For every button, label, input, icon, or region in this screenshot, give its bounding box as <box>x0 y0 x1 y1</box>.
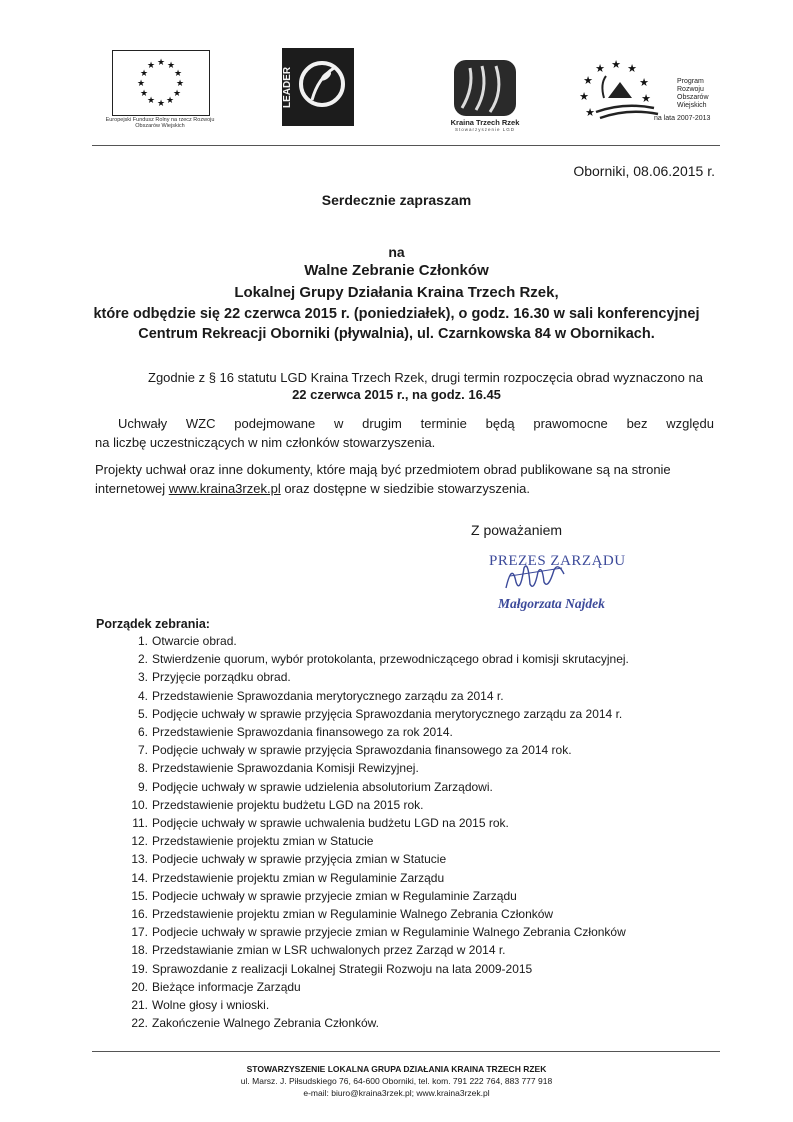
agenda-item-text: Przedstawienie Sprawozdania Komisji Rewizyjnej. <box>152 761 419 776</box>
svg-text:★: ★ <box>139 69 149 79</box>
svg-text:★: ★ <box>146 96 156 106</box>
svg-text:★: ★ <box>641 92 651 105</box>
agenda-item-text: Sprawozdanie z realizacji Lokalnej Strategii Rozwoju na lata 2009-2015 <box>152 961 533 976</box>
svg-text:★: ★ <box>156 99 166 109</box>
agenda-item-number: 3. <box>137 670 148 685</box>
svg-text:★: ★ <box>579 90 589 103</box>
svg-text:★: ★ <box>173 69 183 79</box>
agenda-item-text: Podjęcie uchwały w sprawie przyjęcia Sprawozdania merytorycznego zarządu za 2014 r. <box>152 706 623 721</box>
agenda-item-text: Zakończenie Walnego Zebrania Członków. <box>152 1016 380 1031</box>
agenda-item-text: Podjęcie uchwały w sprawie udzielenia absolutorium Zarządowi. <box>152 779 493 794</box>
krz-logo-title: Kraina Trzech Rzek <box>450 118 520 127</box>
svg-text:★: ★ <box>156 58 166 68</box>
agenda-item-text: Podjęcie uchwały w sprawie uchwalenia budżetu LGD na 2015 rok. <box>152 816 509 830</box>
svg-text:★: ★ <box>583 74 593 87</box>
letter-date: Oborniki, 08.06.2015 r. <box>573 163 715 179</box>
organization-name: Lokalnej Grupy Działania Kraina Trzech Rzek, <box>234 284 559 301</box>
agenda-item-text: Wolne głosy i wnioski. <box>152 998 270 1012</box>
agenda-item-number: 21. <box>131 998 148 1012</box>
agenda-item-text: Przedstawienie projektu zmian w Regulaminie Zarządu <box>152 870 445 885</box>
closing-salutation: Z poważaniem <box>471 522 563 538</box>
agenda-item-number: 22. <box>131 1016 148 1031</box>
eu-caption: Europejski Fundusz Rolny na rzecz Rozwoju Obszarów Wiejskich <box>105 117 215 129</box>
agenda-item-number: 11. <box>132 816 148 830</box>
svg-text:★: ★ <box>595 62 605 75</box>
agenda-item-text: Przedstawienie projektu zmian w Regulaminie Walnego Zebrania Członków <box>152 907 554 921</box>
svg-text:★: ★ <box>166 61 176 71</box>
prow-logo-text: Program Rozwoju Obszarów Wiejskich <box>677 78 709 109</box>
resolutions-paragraph-line1: Uchwały WZC podejmowane w drugim terminie będą prawomocne bez względu <box>118 416 714 431</box>
agenda-item-text: Przedstawienie projektu zmian w Statucie <box>152 834 374 849</box>
agenda-item-text: Bieżące informacje Zarządu <box>152 979 301 994</box>
footer-address: ul. Marsz. J. Piłsudskiego 76, 64-600 Oborniki, tel. kom. 791 222 764, 883 777 918 <box>240 1076 553 1086</box>
agenda-item-number: 20. <box>131 979 148 994</box>
na-line: na <box>388 244 405 260</box>
kraina-trzech-rzek-logo <box>452 58 518 118</box>
agenda-item-text: Podjecie uchwały w sprawie przyjęcia zmian w Statucie <box>152 852 447 867</box>
agenda-item-text: Podjecie uchwały w sprawie przyjecie zmian w Regulaminie Zarządu <box>152 888 517 903</box>
footer-contact: e-mail: biuro@kraina3rzek.pl; www.kraina3rzek.pl <box>303 1088 490 1098</box>
agenda-item-text: Otwarcie obrad. <box>152 634 237 648</box>
agenda-item-number: 14. <box>131 870 148 885</box>
invitation-line: Serdecznie zapraszam <box>321 192 472 208</box>
signature-stamp-title: PREZES ZARZĄDU <box>489 553 626 569</box>
second-term-text: Zgodnie z § 16 statutu LGD Kraina Trzech Rzek, drugi termin rozpoczęcia obrad wyznaczono na <box>148 370 703 385</box>
agenda-item-number: 6. <box>137 725 148 739</box>
svg-text:★: ★ <box>165 96 175 106</box>
krz-logo-subtitle: Stowarzyszenie LGD <box>454 127 516 132</box>
agenda-item-number: 10. <box>131 797 148 812</box>
agenda-item-number: 17. <box>131 925 148 940</box>
agenda-item-number: 5. <box>137 706 148 721</box>
agenda-item-number: 12. <box>131 834 148 849</box>
agenda-heading: Porządek zebrania: <box>96 617 210 631</box>
agenda-item-text: Przedstawianie zmian w LSR uchwalonych przez Zarząd w 2014 r. <box>152 943 506 958</box>
handwritten-signature <box>504 558 566 594</box>
agenda-item-text: Przedstawienie Sprawozdania finansowego za rok 2014. <box>152 725 453 739</box>
agenda-item-number: 18. <box>131 943 148 958</box>
svg-text:★: ★ <box>639 76 649 89</box>
documents-paragraph-line2: internetowej www.kraina3rzek.pl oraz dostępne w siedzibie stowarzyszenia. <box>95 481 531 496</box>
footer-divider <box>92 1051 720 1052</box>
svg-text:★: ★ <box>627 62 637 75</box>
svg-text:★: ★ <box>139 89 149 99</box>
agenda-item-number: 19. <box>131 961 148 976</box>
header-divider <box>92 145 720 146</box>
footer-organization: STOWARZYSZENIE LOKALNA GRUPA DZIAŁANIA KRAINA TRZECH RZEK <box>246 1064 547 1074</box>
agenda-item-text: Podjęcie uchwały w sprawie przyjęcia Sprawozdania finansowego za 2014 rok. <box>152 743 572 758</box>
agenda-item-number: 9. <box>137 779 148 794</box>
resolutions-paragraph-line2: na liczbę uczestniczących w nim członków stowarzyszenia. <box>95 435 436 450</box>
signature-name: Małgorzata Najdek <box>498 596 605 611</box>
agenda-item-text: Podjecie uchwały w sprawie przyjecie zmian w Regulaminie Walnego Zebrania Członków <box>152 925 626 940</box>
eu-flag-logo <box>112 50 210 116</box>
agenda-item-number: 8. <box>137 761 148 776</box>
svg-text:★: ★ <box>175 79 185 89</box>
leader-text: LEADER <box>282 66 293 108</box>
leader-logo <box>282 48 354 126</box>
agenda-item-number: 13. <box>131 852 148 867</box>
agenda-item-number: 2. <box>137 652 148 667</box>
svg-text:★: ★ <box>611 58 621 71</box>
agenda-item-number: 7. <box>137 743 148 758</box>
meeting-title: Walne Zebranie Członków <box>304 262 489 279</box>
agenda-item-number: 1. <box>137 634 148 648</box>
svg-text:★: ★ <box>136 79 146 89</box>
agenda-item-number: 16. <box>131 907 148 921</box>
meeting-datetime: które odbędzie się 22 czerwca 2015 r. (poniedziałek), o godz. 16.30 w sali konferencyjnej <box>93 306 700 322</box>
agenda-item-text: Przedstawienie projektu budżetu LGD na 2015 rok. <box>152 797 424 812</box>
agenda-item-number: 4. <box>137 688 148 703</box>
agenda-item-number: 15. <box>131 888 148 903</box>
meeting-venue: Centrum Rekreacji Oborniki (pływalnia), ul. Czarnkowska 84 w Obornikach. <box>138 326 655 342</box>
agenda-item-text: Przyjęcie porządku obrad. <box>152 670 291 685</box>
prow-years: na lata 2007-2013 <box>654 115 711 122</box>
svg-text:★: ★ <box>172 89 182 99</box>
agenda-item-text: Przedstawienie Sprawozdania merytorycznego zarządu za 2014 r. <box>152 688 504 703</box>
svg-text:★: ★ <box>146 61 156 71</box>
agenda-item-text: Stwierdzenie quorum, wybór protokolanta, przewodniczącego obrad i komisji skrutacyjnej. <box>152 652 629 667</box>
svg-text:★: ★ <box>585 106 595 119</box>
second-term-date: 22 czerwca 2015 r., na godz. 16.45 <box>292 387 501 402</box>
website-link[interactable]: www.kraina3rzek.pl <box>168 481 281 496</box>
documents-paragraph-line1: Projekty uchwał oraz inne dokumenty, które mają być przedmiotem obrad publikowane są na stronie <box>95 462 671 477</box>
